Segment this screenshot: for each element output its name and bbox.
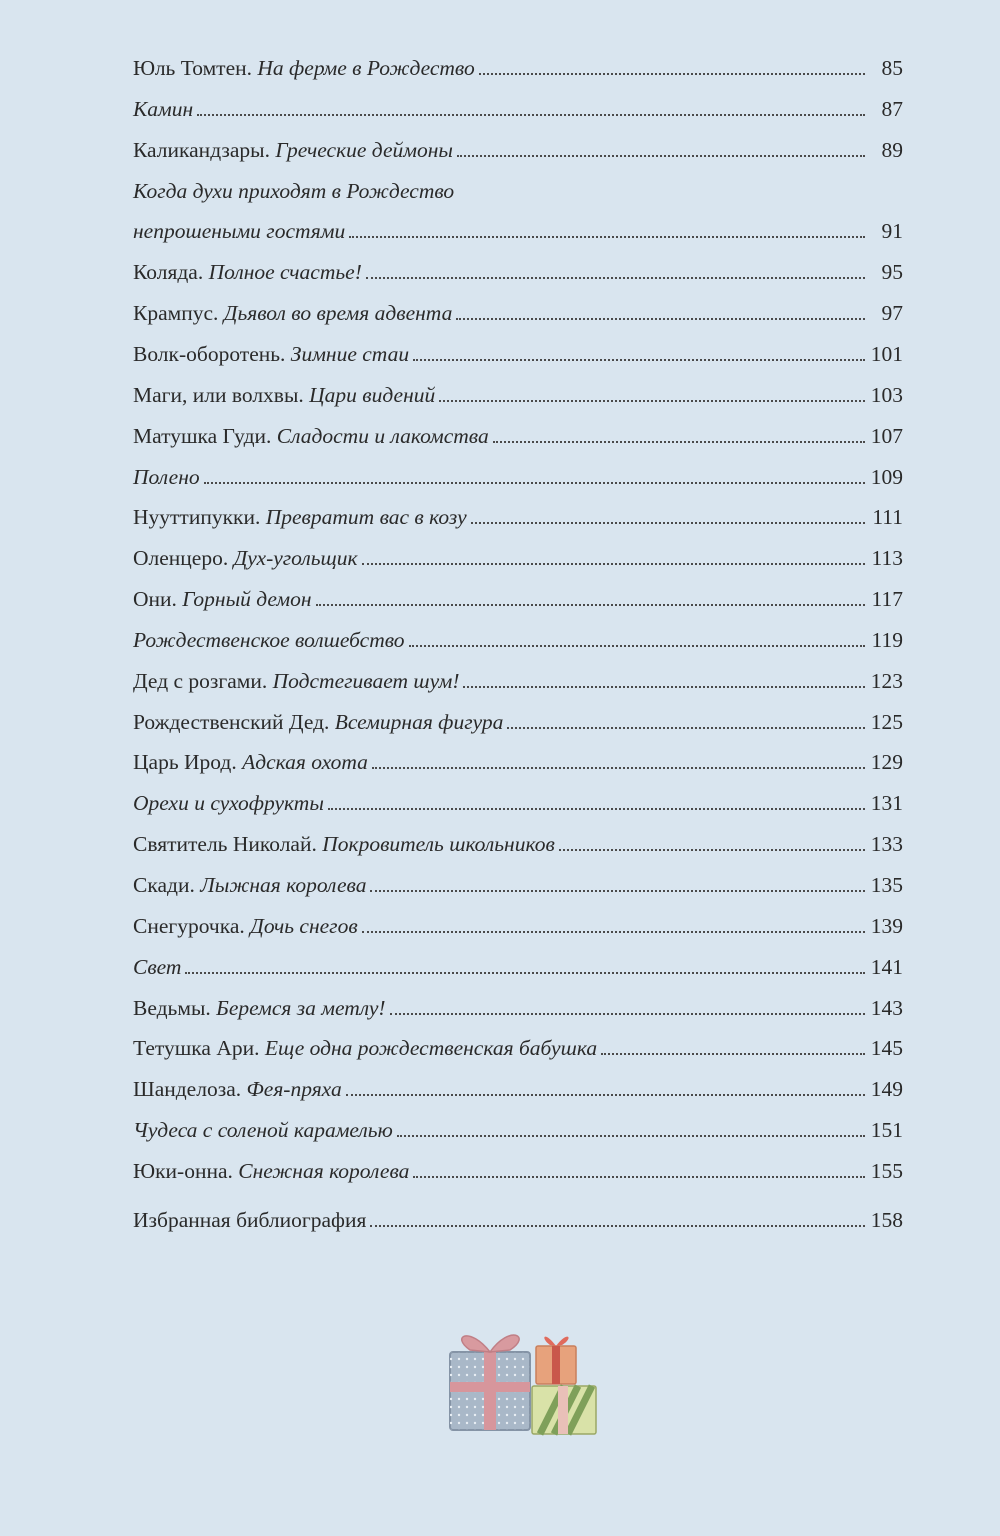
entry-title (133, 465, 200, 490)
entry-subtitle: Дьявол во время адвента (223, 301, 453, 326)
entry-title (133, 219, 345, 244)
dot-leader (370, 889, 864, 892)
entry-title (133, 587, 312, 612)
page-number: 97 (881, 301, 903, 326)
page-number: 145 (870, 1036, 903, 1061)
entry-main-title: Ведьмы. (133, 995, 217, 1020)
entry-subtitle: Адская охота (242, 750, 368, 775)
toc-entry (133, 628, 903, 653)
page-number: 103 (870, 382, 903, 407)
entry-title (133, 383, 435, 408)
entry-title (133, 628, 405, 653)
toc-entry (133, 710, 903, 735)
toc-entry (133, 56, 903, 81)
toc-entry (133, 260, 903, 285)
page-number: 133 (870, 832, 903, 857)
toc-entry (133, 669, 903, 694)
page-number: 119 (871, 627, 903, 652)
entry-subtitle: Покровитель школьников (322, 832, 555, 857)
toc-entry (133, 179, 903, 204)
entry-title (133, 1118, 393, 1143)
entry-title (133, 56, 475, 81)
dot-leader (328, 807, 865, 810)
page-number: 139 (870, 913, 903, 938)
toc-entry (133, 219, 903, 244)
entry-title (133, 424, 489, 449)
page-number: 101 (870, 341, 903, 366)
toc-entry (133, 791, 903, 816)
entry-subtitle: На ферме в Рождество (257, 56, 475, 80)
entry-subtitle: Когда духи приходят в Рождество (133, 178, 455, 203)
entry-title (133, 914, 358, 939)
dot-leader (457, 154, 865, 157)
toc-entry (133, 873, 903, 898)
dot-leader (471, 521, 865, 524)
entry-title (133, 1036, 597, 1061)
page-number: 91 (881, 219, 903, 244)
entry-title (133, 1159, 409, 1184)
entry-title (133, 750, 368, 775)
entry-subtitle: Избранная библиография (133, 1208, 367, 1232)
entry-main-title: Матушка Гуди. (133, 423, 277, 448)
entry-main-title: Они. (133, 587, 183, 612)
toc-entry (133, 1036, 903, 1061)
page-number: 109 (870, 464, 903, 489)
toc-entry (133, 505, 903, 530)
entry-main-title: Святитель Николай. (133, 832, 323, 857)
dot-leader (601, 1052, 865, 1055)
toc-entry (133, 832, 903, 857)
page-number: 117 (871, 587, 903, 612)
toc-entry (133, 465, 903, 490)
dot-leader (366, 276, 865, 279)
dot-leader (204, 481, 865, 484)
entry-subtitle: Беремся за метлу! (216, 995, 386, 1020)
dot-leader (409, 644, 865, 647)
toc-entry (133, 342, 903, 367)
entry-title (133, 301, 452, 326)
entry-subtitle: Свет (133, 954, 182, 979)
entry-subtitle: Рождественское волшебство (133, 627, 405, 652)
entry-title (133, 342, 409, 367)
entry-subtitle: Греческие деймоны (275, 137, 453, 162)
entry-title (133, 996, 386, 1021)
page-number: 113 (871, 546, 903, 571)
page-number: 129 (870, 750, 903, 775)
entry-main-title: Оленцеро. (133, 546, 234, 571)
page-number: 135 (870, 873, 903, 897)
entry-subtitle: Горный демон (182, 587, 312, 612)
toc-entry (133, 424, 903, 449)
entry-title (133, 710, 503, 735)
entry-subtitle: Камин (133, 96, 194, 121)
page-number: 158 (870, 1208, 903, 1232)
dot-leader (197, 113, 865, 116)
entry-subtitle: Сладости и лакомства (276, 423, 489, 448)
entry-subtitle: Дух-угольщик (233, 546, 358, 571)
dot-leader (397, 1134, 865, 1137)
toc-entry (133, 750, 903, 775)
page-number: 155 (870, 1158, 903, 1183)
toc-entry (133, 546, 903, 571)
entry-main-title: Царь Ирод. (133, 750, 243, 775)
entry-main-title: Снегурочка. (133, 913, 251, 938)
page-number: 125 (870, 709, 903, 734)
dot-leader (479, 72, 865, 75)
entry-main-title: Скади. (133, 873, 201, 897)
toc-entry (133, 955, 903, 980)
dot-leader (413, 358, 865, 361)
entry-subtitle: Лыжная королева (200, 873, 367, 897)
dot-leader (493, 440, 865, 443)
dot-leader (372, 766, 865, 769)
entry-subtitle: Превратит вас в козу (265, 505, 467, 530)
entry-subtitle: Цари видений (309, 382, 436, 407)
entry-main-title: Юки-онна. (133, 1158, 239, 1183)
entry-subtitle: Орехи и сухофрукты (133, 791, 324, 816)
entry-subtitle: Подстегивает шум! (272, 668, 460, 693)
dot-leader (439, 399, 865, 402)
page-number: 143 (870, 995, 903, 1020)
toc-entry (133, 301, 903, 326)
page-number: 87 (881, 96, 903, 121)
dot-leader (370, 1224, 864, 1227)
entry-subtitle: Зимние стаи (290, 341, 410, 366)
entry-main-title: Тетушка Ари. (133, 1036, 265, 1061)
entry-title (133, 1077, 342, 1102)
toc-entry (133, 1208, 903, 1233)
entry-main-title: Крампус. (133, 301, 224, 326)
entry-title (133, 546, 358, 571)
page-number: 149 (870, 1077, 903, 1102)
entry-title (133, 791, 324, 816)
entry-subtitle: Всемирная фигура (334, 709, 504, 734)
entry-subtitle: Дочь снегов (250, 913, 358, 938)
entry-main-title: Шанделоза. (133, 1077, 247, 1102)
entry-title (133, 97, 193, 122)
entry-main-title: Рождественский Дед. (133, 709, 335, 734)
dot-leader (349, 235, 865, 238)
toc-entry (133, 1118, 903, 1143)
dot-leader (362, 930, 865, 933)
entry-main-title: Коляда. (133, 260, 209, 285)
entry-main-title: Каликандзары. (133, 137, 276, 162)
toc-entry (133, 97, 903, 122)
dot-leader (185, 971, 864, 974)
entry-subtitle: Снежная королева (238, 1158, 410, 1183)
entry-subtitle: Полено (133, 464, 200, 489)
toc-entry (133, 138, 903, 163)
dot-leader (413, 1175, 864, 1178)
entry-title (133, 669, 459, 694)
dot-leader (346, 1093, 865, 1096)
page-number: 131 (870, 791, 903, 816)
page-number: 141 (870, 954, 903, 979)
entry-subtitle: Фея-пряха (246, 1077, 342, 1102)
dot-leader (456, 317, 865, 320)
page-number: 89 (881, 137, 903, 162)
toc-entry (133, 996, 903, 1021)
toc-entry (133, 587, 903, 612)
page-number: 107 (870, 423, 903, 448)
gift-boxes-illustration (440, 1316, 610, 1442)
entry-title (133, 832, 555, 857)
toc-entry (133, 383, 903, 408)
entry-main-title: Нууттипукки. (133, 505, 266, 530)
dot-leader (507, 726, 864, 729)
page-number: 123 (870, 668, 903, 693)
toc-entry (133, 1077, 903, 1102)
entry-subtitle: Еще одна рождественская бабушка (264, 1036, 598, 1061)
entry-title (133, 955, 181, 980)
dot-leader (362, 562, 865, 565)
dot-leader (390, 1012, 865, 1015)
page-number: 85 (881, 56, 903, 80)
page-number: 95 (881, 260, 903, 285)
entry-subtitle: Чудеса с соленой карамелью (133, 1118, 393, 1143)
entry-title (133, 505, 467, 530)
toc-entry (133, 1159, 903, 1184)
entry-main-title: Маги, или волхвы. (133, 382, 310, 407)
dot-leader (316, 603, 865, 606)
entry-main-title: Дед с розгами. (133, 668, 273, 693)
toc-entry (133, 914, 903, 939)
dot-leader (463, 685, 864, 688)
entry-title (133, 1208, 366, 1233)
dot-leader (559, 848, 865, 851)
entry-subtitle: Полное счастье! (208, 260, 362, 285)
entry-title (133, 873, 366, 898)
entry-subtitle: непрошеными гостями (133, 219, 346, 244)
page-number: 111 (872, 505, 903, 530)
page-number: 151 (870, 1118, 903, 1143)
entry-title (133, 179, 454, 204)
entry-main-title: Волк-оборотень. (133, 341, 291, 366)
entry-main-title: Юль Томтен. (133, 56, 258, 80)
entry-title (133, 260, 362, 285)
entry-title (133, 138, 453, 163)
